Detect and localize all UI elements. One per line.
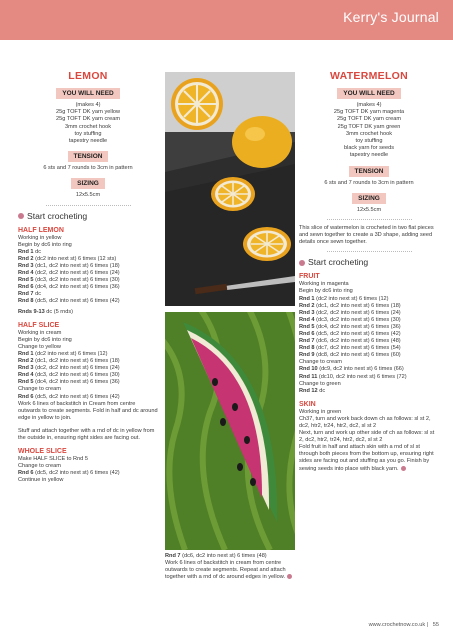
- pattern-row: Rnd 3 (dc2, dc2 into next st) 6 times (24): [299, 309, 401, 316]
- pattern-row: Rnd 5 (dc4, dc2 into next st) 6 times (36): [18, 379, 120, 386]
- pattern-row: Rnd 2 (dc2 into next st) 6 times (12 sts): [18, 255, 117, 262]
- watermelon-need-item: 25g TOFT DK yarn green: [337, 123, 401, 130]
- journal-title: Kerry's Journal: [343, 9, 439, 25]
- whole-slice-title: WHOLE SLICE: [18, 448, 67, 456]
- watermelon-description: This slice of watermelon is crocheted in two flat pieces and sewn together to create a 3D shape, adding seed details once sewn together.: [299, 225, 434, 246]
- pattern-row: Rnd 2 (dc1, dc2 into next st) 6 times (18): [299, 302, 401, 309]
- page-footer: [369, 622, 439, 628]
- skin-line: Working in green: [299, 408, 342, 415]
- pattern-row: Rnd 6 (dc5, dc2 into next st) 6 times (42): [299, 330, 401, 337]
- pattern-row: Rnd 3 (dc1, dc2 into next st) 6 times (18): [18, 263, 120, 269]
- half-slice-title: HALF SLICE: [18, 321, 60, 329]
- middle-paragraph: Work 6 lines of backstitch in cream from centre outwards to create segments. Repeat and attach together with a rnd of dc around edges in yellow.: [165, 560, 295, 581]
- fruit-title: FRUIT: [299, 273, 320, 281]
- lemon-start-heading: [18, 211, 158, 221]
- divider: [46, 205, 131, 206]
- lemon-need-item: 3mm crochet hook: [64, 123, 111, 130]
- pattern-row: Rnd 6 (dc5, dc2 into next st) 6 times (42): [18, 393, 120, 400]
- pattern-row: Rnd 1 (dc2 into next st) 6 times (12): [299, 295, 389, 302]
- lemon-illustration: [165, 72, 295, 306]
- watermelon-sizing: 12x5.5cm: [356, 206, 382, 213]
- whole-slice-intro: Make HALF SLICE to Rnd 5: [18, 456, 88, 463]
- pattern-row: Rnd 12 dc: [299, 387, 326, 394]
- lemon-column: [18, 40, 158, 484]
- half-lemon-intro: Working in yellow: [18, 234, 62, 241]
- pattern-row: Rnd 4 (dc3, dc2 into next st) 6 times (30): [299, 316, 401, 323]
- lemon-sizing: 12x5.5cm: [75, 192, 101, 199]
- whole-slice-outro: Continue in yellow: [18, 477, 64, 484]
- watermelon-column: [299, 40, 439, 473]
- lemon-sizing-label: SIZING: [71, 178, 105, 189]
- lemon-photo: [165, 72, 295, 306]
- skin-title: SKIN: [299, 400, 316, 408]
- pattern-row: Rnd 8 (dc5, dc2 into next st) 6 times (42): [18, 298, 120, 305]
- lemon-need-item: tapestry needle: [68, 138, 108, 145]
- watermelon-photo: [165, 312, 295, 550]
- pattern-row: Rnd 2 (dc1, dc2 into next st) 6 times (18): [18, 358, 120, 365]
- fruit-intro: Begin by dc6 into ring: [299, 288, 353, 295]
- lemon-need-item: (makes 4): [75, 102, 101, 108]
- lemon-you-will-need-label: YOU WILL NEED: [56, 88, 120, 99]
- watermelon-you-will-need-label: YOU WILL NEED: [337, 88, 401, 99]
- pattern-row: Rnd 6 (dc5, dc2 into next st) 6 times (42): [18, 470, 120, 477]
- lemon-need-item: 25g TOFT DK yarn yellow: [55, 109, 121, 116]
- lemon-tension-label: TENSION: [68, 151, 109, 162]
- skin-line: Next, turn and work up other side of ch as follows: sl st 2, dc2, htr2, tr24, htr2, dc2, sl st 2: [299, 430, 435, 444]
- pattern-row: Rnd 4 (dc3, dc2 into next st) 6 times (30): [18, 372, 120, 379]
- pattern-row: Rnd 7 dc: [18, 291, 42, 298]
- watermelon-need-item: 3mm crochet hook: [345, 130, 392, 137]
- watermelon-needs-list: [299, 102, 439, 160]
- pattern-row: Rnd 1 dc: [18, 248, 42, 255]
- pattern-row: Rnd 8 (dc7, dc2 into next st) 6 times (54): [299, 345, 401, 352]
- half-lemon-title: HALF LEMON: [18, 226, 64, 234]
- watermelon-need-item: black yarn for seeds: [343, 145, 395, 152]
- watermelon-need-item: toy stuffing: [355, 138, 383, 145]
- footer-url[interactable]: www.crochetnow.co.uk: [368, 622, 426, 628]
- half-slice-outro: Work 6 lines of backstitch in Cream from centre outwards to create segments. Fold in half and dc around edge in yellow to join.: [18, 400, 158, 421]
- watermelon-need-item: tapestry needle: [349, 152, 389, 159]
- divider: [327, 251, 412, 252]
- half-slice-intro: Change to yellow: [18, 343, 61, 350]
- skin-line: Fold fruit in half and attach skin with a rnd of sl st through both pieces from the bottom up, ensuring right sides are facing out and stuffing as you go. Finish by sewing seeds into place with black yarn.: [299, 444, 434, 472]
- watermelon-tension-label: TENSION: [349, 166, 390, 177]
- middle-text: [165, 553, 295, 581]
- skin-line: Ch37, turn and work back down ch as follows: sl st 2, dc2, htr2, tr24, htr2, dc2, sl st 2: [299, 415, 431, 429]
- half-slice-intro: Working in cream: [18, 329, 62, 336]
- fruit-change: Change to cream: [299, 359, 342, 366]
- end-dot-icon: [401, 466, 406, 471]
- bullet-dot-icon: [299, 260, 305, 266]
- pattern-row: Rnd 4 (dc2, dc2 into next st) 6 times (24): [18, 270, 120, 277]
- bullet-dot-icon: [18, 213, 24, 219]
- watermelon-title: WATERMELON: [329, 70, 409, 82]
- watermelon-need-item: 25g TOFT DK yarn cream: [336, 116, 402, 123]
- footer-separator: |: [426, 622, 429, 628]
- page-number: 55: [432, 622, 439, 628]
- pattern-row: Rnds 9-13 dc (5 rnds): [18, 308, 74, 315]
- pattern-row: Rnd 1 (dc2 into next st) 6 times (12): [18, 350, 108, 357]
- half-lemon-intro: Begin by dc6 into ring: [18, 241, 72, 248]
- watermelon-sizing-label: SIZING: [352, 193, 386, 204]
- half-slice-intro: Begin by dc6 into ring: [18, 336, 72, 343]
- watermelon-need-item: (makes 4): [356, 102, 382, 108]
- pattern-row: Rnd 7 (dc6, dc2 into next st) 6 times (48): [165, 553, 267, 559]
- pattern-row: Rnd 6 (dc4, dc2 into next st) 6 times (36): [18, 284, 120, 291]
- half-slice-change: Change to cream: [18, 386, 61, 393]
- pattern-row: Rnd 5 (dc3, dc2 into next st) 6 times (30): [18, 277, 120, 284]
- fruit-intro: Working in magenta: [299, 281, 349, 288]
- watermelon-start-heading: [299, 257, 439, 267]
- watermelon-need-item: 25g TOFT DK yarn magenta: [333, 109, 405, 116]
- lemon-needs-list: [18, 102, 158, 145]
- pattern-row: Rnd 11 (dc10, dc2 into next st) 6 times (72): [299, 373, 407, 380]
- header-bar: [0, 0, 453, 40]
- lemon-need-item: toy stuffing: [74, 130, 102, 137]
- pattern-row: Rnd 5 (dc4, dc2 into next st) 6 times (36): [299, 323, 401, 330]
- pattern-row: Rnd 10 (dc9, dc2 into next st) 6 times (66): [299, 366, 404, 373]
- fruit-change: Change to green: [299, 380, 341, 387]
- pattern-row: Rnd 3 (dc2, dc2 into next st) 6 times (24): [18, 365, 120, 372]
- end-dot-icon: [287, 574, 292, 579]
- watermelon-start-label: Start crocheting: [308, 257, 369, 268]
- lemon-tension: 6 sts and 7 rounds to 3cm in pattern: [43, 165, 133, 172]
- lemon-title: LEMON: [68, 70, 108, 82]
- lemon-start-label: Start crocheting: [27, 210, 88, 221]
- pattern-row: Rnd 9 (dc8, dc2 into next st) 6 times (60): [299, 352, 401, 359]
- watermelon-illustration: [165, 312, 295, 550]
- half-slice-outro2: Stuff and attach together with a rnd of dc in yellow from the outside in, ensuring right sides are facing out.: [18, 427, 155, 441]
- lemon-need-item: 25g TOFT DK yarn cream: [55, 116, 121, 123]
- watermelon-tension: 6 sts and 7 rounds to 3cm in pattern: [324, 179, 414, 186]
- pattern-row: Rnd 7 (dc6, dc2 into next st) 6 times (48): [299, 338, 401, 345]
- divider: [327, 219, 412, 220]
- whole-slice-intro: Change to cream: [18, 463, 61, 470]
